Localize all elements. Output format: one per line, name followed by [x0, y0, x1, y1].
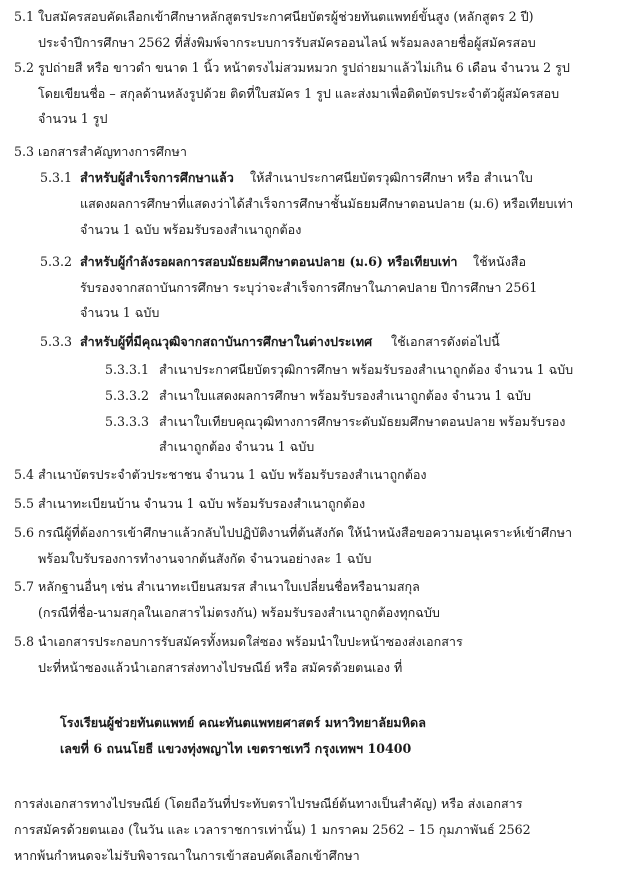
- subitem-number: 5.3.3: [40, 334, 73, 349]
- subitem-5-3-2-heading: สำหรับผู้กำลังรอผลการสอบมัธยมศึกษาตอนปลาย (ม.6) หรือเทียบเท่า: [80, 254, 458, 269]
- subitem-number: 5.3.1: [40, 170, 73, 185]
- subsubitem-number: 5.3.3.1: [105, 362, 150, 377]
- subsubitem-5-3-3-3-text-2: สำเนาถูกต้อง จำนวน 1 ฉบับ: [159, 439, 315, 454]
- item-5-2-line-3: จำนวน 1 รูป: [38, 111, 108, 126]
- item-5-2-line-1: รูปถ่ายสี หรือ ขาวดำ ขนาด 1 นิ้ว หน้าตรงไม่สวมหมวก รูปถ่ายมาแล้วไม่เกิน 6 เดือน จำนวน 2 รูป: [38, 60, 570, 75]
- footer-line-2: การสมัครด้วยตนเอง (ในวัน และ เวลาราชการเท่านั้น) 1 มกราคม 2562 – 15 กุมภาพันธ์ 2562: [14, 822, 531, 837]
- item-5-2-line-2: โดยเขียนชื่อ – สกุลด้านหลังรูปด้วย ติดที่ใบสมัคร 1 รูป และส่งมาเพื่อติดบัตรประจำตัวผู้สมัครสอบ: [38, 86, 560, 101]
- item-5-1-line-1: ใบสมัครสอบคัดเลือกเข้าศึกษาหลักสูตรประกาศนียบัตรผู้ช่วยทันตแพทย์ขั้นสูง (หลักสูตร 2 ปี): [38, 9, 534, 24]
- subitem-5-3-3-heading: สำหรับผู้ที่มีคุณวุฒิจากสถาบันการศึกษาในต่างประเทศ: [80, 334, 373, 349]
- item-number: 5.2: [14, 60, 35, 75]
- item-5-5-line-1: สำเนาทะเบียนบ้าน จำนวน 1 ฉบับ พร้อมรับรองสำเนาถูกต้อง: [38, 496, 366, 511]
- subsubitem-number: 5.3.3.3: [105, 414, 150, 429]
- subitem-5-3-2-line-3: จำนวน 1 ฉบับ: [80, 305, 160, 320]
- item-5-1-line-2: ประจำปีการศึกษา 2562 ที่สั่งพิมพ์จากระบบการรับสมัครออนไลน์ พร้อมลงลายชื่อผู้สมัครสอบ: [38, 35, 536, 50]
- subitem-5-3-3-line-1: ใช้เอกสารดังต่อไปนี้: [391, 334, 500, 349]
- subsubitem-5-3-3-1-text: สำเนาประกาศนียบัตรวุฒิการศึกษา พร้อมรับรองสำเนาถูกต้อง จำนวน 1 ฉบับ: [159, 362, 574, 377]
- address-line-1: โรงเรียนผู้ช่วยทันตแพทย์ คณะทันตแพทยศาสตร์ มหาวิทยาลัยมหิดล: [60, 715, 426, 730]
- address-line-2: เลขที่ 6 ถนนโยธี แขวงทุ่งพญาไท เขตราชเทวี กรุงเทพฯ 10400: [60, 741, 412, 756]
- subitem-number: 5.3.2: [40, 254, 73, 269]
- subitem-5-3-2-line-2: รับรองจากสถาบันการศึกษา ระบุว่าจะสำเร็จการศึกษาในภาคปลาย ปีการศึกษา 2561: [80, 280, 538, 295]
- subitem-5-3-2-line-1: ใช้หนังสือ: [473, 254, 527, 269]
- item-number: 5.1: [14, 9, 35, 24]
- item-number: 5.5: [14, 496, 35, 511]
- footer-line-1: การส่งเอกสารทางไปรษณีย์ (โดยถือวันที่ประทับตราไปรษณีย์ต้นทางเป็นสำคัญ) หรือ ส่งเอกสาร: [14, 796, 523, 811]
- subitem-5-3-1-heading: สำหรับผู้สำเร็จการศึกษาแล้ว: [80, 170, 234, 185]
- footer-line-3: หากพ้นกำหนดจะไม่รับพิจารณาในการเข้าสอบคัดเลือกเข้าศึกษา: [14, 848, 360, 863]
- subitem-5-3-1-line-2: แสดงผลการศึกษาที่แสดงว่าได้สำเร็จการศึกษาชั้นมัธยมศึกษาตอนปลาย (ม.6) หรือเทียบเท่า: [80, 196, 574, 211]
- item-number: 5.3: [14, 144, 35, 159]
- subitem-5-3-1-line-1: ให้สำเนาประกาศนียบัตรวุฒิการศึกษา หรือ สำเนาใบ: [250, 170, 533, 185]
- subsubitem-5-3-3-3-text: สำเนาใบเทียบคุณวุฒิทางการศึกษาระดับมัธยมศึกษาตอนปลาย พร้อมรับรอง: [159, 414, 566, 429]
- item-5-3-title: เอกสารสำคัญทางการศึกษา: [38, 144, 187, 159]
- item-number: 5.7: [14, 579, 35, 594]
- subsubitem-number: 5.3.3.2: [105, 388, 150, 403]
- item-number: 5.6: [14, 525, 35, 540]
- item-number: 5.4: [14, 467, 35, 482]
- item-5-7-line-1: หลักฐานอื่นๆ เช่น สำเนาทะเบียนสมรส สำเนาใบเปลี่ยนชื่อหรือนามสกุล: [38, 579, 420, 594]
- item-5-6-line-2: พร้อมใบรับรองการทำงานจากต้นสังกัด จำนวนอย่างละ 1 ฉบับ: [38, 551, 372, 566]
- item-5-8-line-2: ปะที่หน้าซองแล้วนำเอกสารส่งทางไปรษณีย์ หรือ สมัครด้วยตนเอง ที่: [38, 660, 403, 675]
- item-number: 5.8: [14, 634, 35, 649]
- item-5-6-line-1: กรณีผู้ที่ต้องการเข้าศึกษาแล้วกลับไปปฏิบัติงานที่ต้นสังกัด ให้นำหนังสือขอความอนุเคราะห์เข้าศึกษา: [38, 525, 573, 540]
- subitem-5-3-1-line-3: จำนวน 1 ฉบับ พร้อมรับรองสำเนาถูกต้อง: [80, 222, 302, 237]
- item-5-8-line-1: นำเอกสารประกอบการรับสมัครทั้งหมดใส่ซอง พร้อมนำใบปะหน้าซองส่งเอกสาร: [38, 634, 463, 649]
- item-5-4-line-1: สำเนาบัตรประจำตัวประชาชน จำนวน 1 ฉบับ พร้อมรับรองสำเนาถูกต้อง: [38, 467, 427, 482]
- subsubitem-5-3-3-2-text: สำเนาใบแสดงผลการศึกษา พร้อมรับรองสำเนาถูกต้อง จำนวน 1 ฉบับ: [159, 388, 531, 403]
- item-5-7-line-2: (กรณีที่ชื่อ-นามสกุลในเอกสารไม่ตรงกัน) พร้อมรับรองสำเนาถูกต้องทุกฉบับ: [38, 605, 440, 620]
